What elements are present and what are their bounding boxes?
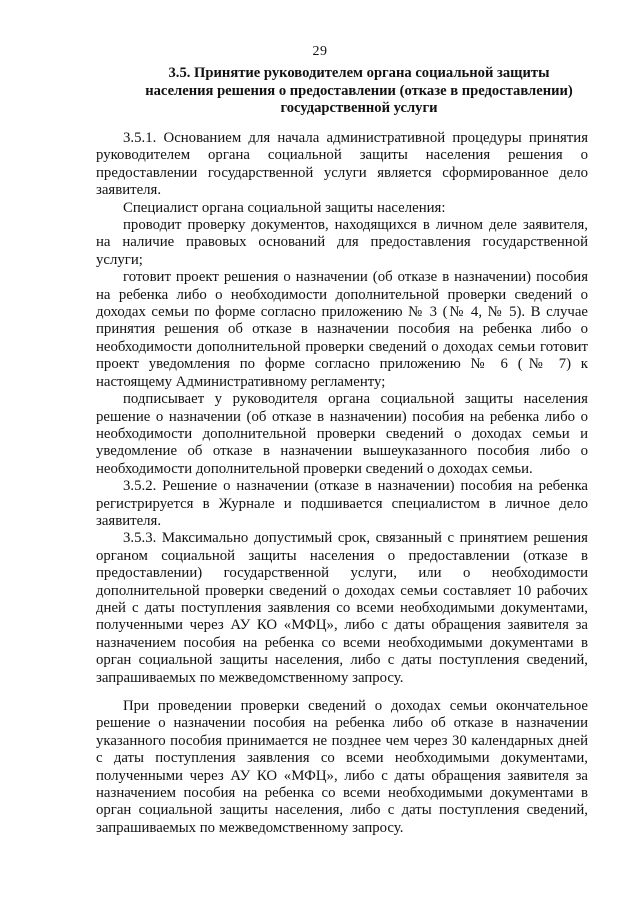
paragraph-3-5-1: 3.5.1. Основанием для начала административной процедуры принятия руководителем органа социальной защиты населения решения о предоставлении государственной услуги является сформированное дело заявителя. [96, 130, 588, 199]
paragraph-income-check: При проведении проверки сведений о доходах семьи окончательное решение о назначении пособия на ребенка либо об отказе в назначении указанного пособия принимается не позднее чем через 30 календарных дней с даты поступления заявления со всеми необходимыми документами, полученными через АУ КО «МФЦ», либо с даты обращения заявителя за назначением пособия на ребенка со всеми необходимыми документами в орган социальной защиты населения, либо с даты поступления сведений, запрашиваемых по межведомственному запросу. [96, 698, 588, 836]
page-number: 29 [312, 44, 328, 59]
paragraph-3-5-2: 3.5.2. Решение о назначении (отказе в назначении) пособия на ребенка регистрируется в Журнале и подшивается специалистом в личное дело заявителя. [96, 478, 588, 529]
document-body [96, 130, 588, 837]
paragraph-check-documents: проводит проверку документов, находящихся в личном деле заявителя, на наличие правовых оснований для предоставления государственной услуги; [96, 217, 588, 268]
section-title-line: населения решения о предоставлении (отказе в предоставлении) [145, 82, 573, 99]
section-title-line: 3.5. Принятие руководителем органа социальной защиты [168, 65, 550, 81]
paragraph-specialist-intro: Специалист органа социальной защиты населения: [123, 199, 446, 216]
paragraph-3-5-3: 3.5.3. Максимально допустимый срок, связанный с принятием решения органом социальной защиты населения о предоставлении (отказе в предоставлении) государственной услуги, или о необходимости дополнительной проверки сведений о доходах семьи составляет 10 рабочих дней с даты поступления заявления со всеми необходимыми документами, полученными через АУ КО «МФЦ», либо с даты обращения заявителя за назначением пособия на ребенка со всеми необходимыми документами в орган социальной защиты населения, либо с даты поступления сведений, запрашиваемых по межведомственному запросу. [96, 530, 588, 686]
section-title-line: государственной услуги [280, 100, 438, 116]
section-title [118, 65, 600, 118]
paragraph-prepare-decision: готовит проект решения о назначении (об отказе в назначении) пособия на ребенка либо о необходимости дополнительной проверки сведений о доходах семьи по форме согласно приложению № 3 (№ 4, № 5). В случае принятия решения об отказе в назначении пособия на ребенка либо о необходимости дополнительной проверки сведений о доходах семьи готовит проект уведомления по форме согласно приложению № 6 (№ 7) к настоящему Административному регламенту; [96, 269, 588, 390]
paragraph-sign-decision: подписывает у руководителя органа социальной защиты населения решение о назначении (об отказе в назначении) пособия на ребенка либо о необходимости дополнительной проверки сведений о доходах семьи и уведомление об отказе в назначении вышеуказанного пособия либо о необходимости дополнительной проверки сведений о доходах семьи. [96, 391, 588, 477]
